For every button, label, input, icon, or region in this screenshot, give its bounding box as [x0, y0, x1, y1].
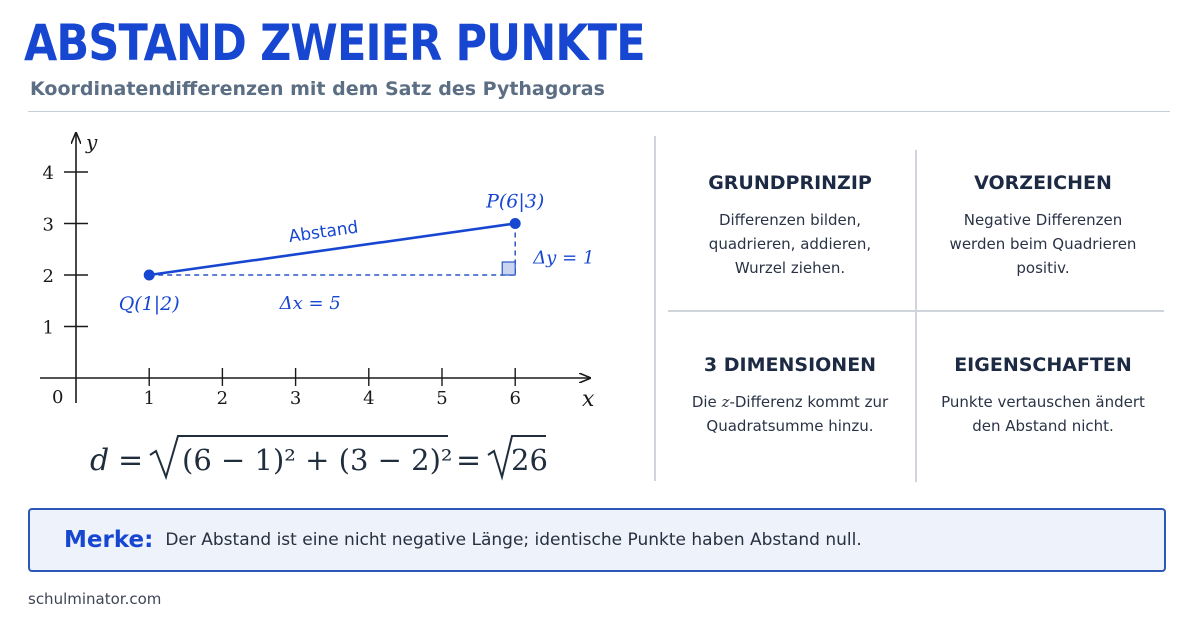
- card-vorzeichen-title: VORZEICHEN: [974, 172, 1112, 194]
- merke-label: Merke:: [64, 527, 154, 553]
- card-grundprinzip-text: Differenzen bilden, quadrieren, addieren, Wurzel ziehen.: [708, 211, 872, 277]
- card-eigenschaften-text: Punkte vertauschen ändert den Abstand nicht.: [941, 393, 1145, 435]
- formula-equals-2: =: [456, 443, 482, 478]
- card-vorzeichen: [918, 172, 1168, 280]
- dy-label: Δy = 1: [533, 247, 595, 269]
- x-ticks: [143, 368, 520, 409]
- x-axis-label: x: [582, 387, 595, 412]
- y-tick-label: 4: [42, 163, 54, 184]
- cards-vertical-divider: [915, 150, 917, 482]
- right-angle-marker: [502, 262, 515, 275]
- origin-label: 0: [52, 387, 64, 408]
- x-tick-label: 2: [216, 388, 229, 409]
- y-axis-label: y: [86, 130, 98, 154]
- header-divider: [28, 111, 1170, 112]
- segment-label: Abstand: [287, 217, 360, 248]
- y-ticks: [43, 163, 88, 339]
- card-eigenschaften: [918, 354, 1168, 438]
- x-tick-label: 3: [289, 388, 302, 409]
- point-q: [144, 270, 155, 281]
- x-tick-label: 4: [363, 388, 375, 409]
- x-tick-label: 1: [143, 388, 155, 409]
- formula-radicand: (6 − 1)² + (3 − 2)²: [182, 443, 453, 477]
- point-q-label: Q(1|2): [118, 293, 180, 315]
- merke-text: Der Abstand ist eine nicht negative Länge; identische Punkte haben Abstand null.: [165, 530, 862, 550]
- y-tick-label: 1: [42, 317, 54, 339]
- formula-lhs: d: [90, 443, 110, 478]
- graph-cards-divider: [654, 136, 656, 481]
- page-subtitle: Koordinatendifferenzen mit dem Satz des Pythagoras: [30, 78, 605, 100]
- cards-horizontal-divider: [668, 310, 1164, 312]
- formula-result: 26: [511, 443, 548, 477]
- formula-equals-1: =: [118, 443, 144, 478]
- card-dimensionen-title: 3 DIMENSIONEN: [703, 354, 877, 376]
- y-tick-label: 2: [42, 266, 54, 287]
- x-tick-label: 5: [436, 388, 448, 409]
- point-p-label: P(6|3): [486, 190, 545, 213]
- card-dimensionen: [665, 354, 915, 438]
- dx-label: Δx = 5: [279, 293, 341, 314]
- page-title: ABSTAND ZWEIER PUNKTE: [24, 14, 645, 72]
- card-grundprinzip-title: GRUNDPRINZIP: [708, 172, 872, 194]
- card-eigenschaften-title: EIGENSCHAFTEN: [954, 354, 1132, 376]
- card-vorzeichen-text: Negative Differenzen werden beim Quadrieren positiv.: [949, 211, 1137, 277]
- card-grundprinzip: [665, 172, 915, 280]
- point-p: [510, 218, 521, 229]
- card-dimensionen-text: Die z-Differenz kommt zur Quadratsumme hinzu.: [691, 393, 889, 435]
- y-tick-label: 3: [42, 214, 54, 236]
- merke-box: [28, 508, 1166, 572]
- x-tick-label: 6: [509, 388, 521, 409]
- coordinate-graph: [0, 125, 640, 545]
- footer-link[interactable]: schulminator.com: [28, 590, 162, 608]
